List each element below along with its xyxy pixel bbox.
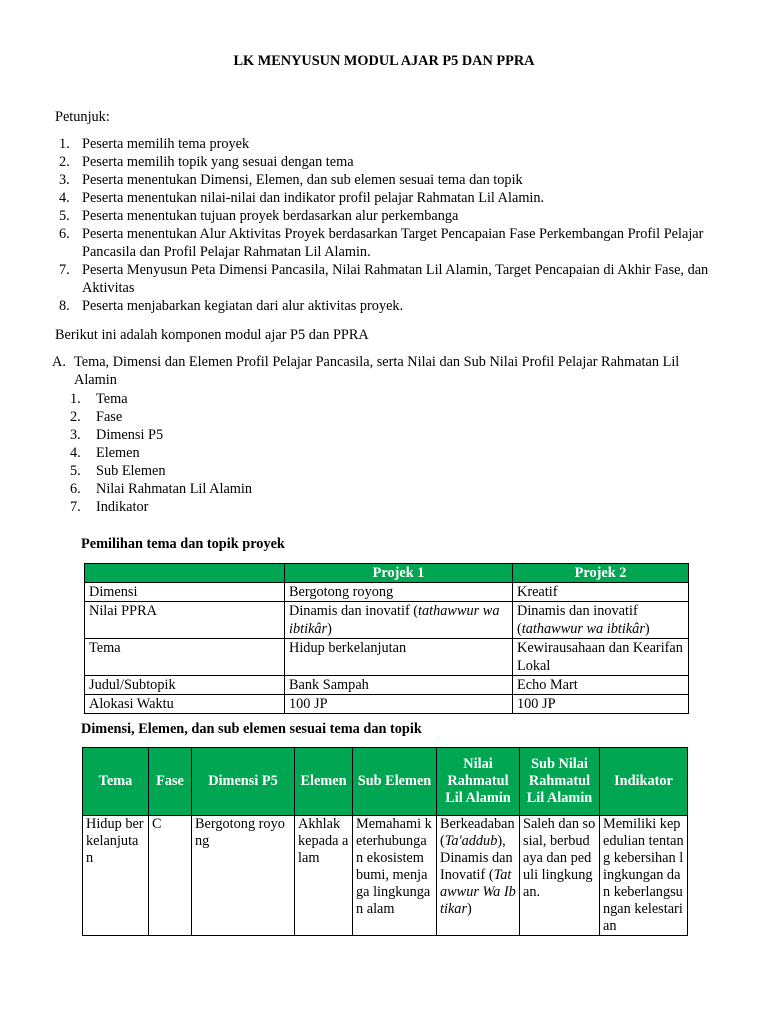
list-text: Sub Elemen	[96, 463, 166, 479]
list-text: Tema	[96, 391, 128, 407]
table-cell: Akhlak kepada alam	[295, 816, 353, 936]
header-cell-tema: Tema	[83, 748, 149, 816]
table-cell	[437, 816, 520, 936]
table-cell: 100 JP	[513, 695, 689, 714]
header-cell-elemen: Elemen	[295, 748, 353, 816]
row-label: Nilai PPRA	[85, 602, 285, 639]
document-title: LK MENYUSUN MODUL AJAR P5 DAN PPRA	[233, 53, 535, 69]
list-item	[55, 189, 715, 207]
table-row	[83, 816, 688, 936]
list-item	[70, 390, 252, 408]
list-item	[70, 462, 252, 480]
row-label: Alokasi Waktu	[85, 695, 285, 714]
list-item	[70, 480, 253, 498]
header-cell-fase: Fase	[149, 748, 192, 816]
header-cell-projek-1: Projek 1	[285, 564, 513, 583]
table-cell: Echo Mart	[513, 676, 689, 695]
list-item	[55, 171, 715, 189]
list-number: 6.	[70, 481, 81, 497]
list-item	[70, 444, 252, 462]
instruction-list	[55, 135, 715, 315]
table-cell: 100 JP	[285, 695, 513, 714]
list-item	[55, 261, 715, 297]
table-row	[85, 583, 689, 602]
list-text: Peserta Menyusun Peta Dimensi Pancasila, Nilai Rahmatan Lil Alamin, Target Pencapaian di Akhir Fase, dan Aktivitas	[82, 262, 709, 296]
table-row	[85, 695, 689, 714]
list-text: Nilai Rahmatan Lil Alamin	[96, 481, 253, 497]
table-cell	[513, 602, 689, 639]
cell-italic-text: Ta'addub	[444, 833, 498, 849]
table-row	[85, 639, 689, 676]
table-cell: Memiliki kepedulian tentang kebersihan lingkungan dan keberlangsungan kelestarian	[600, 816, 688, 936]
list-text: Peserta menentukan Alur Aktivitas Proyek berdasarkan Target Pencapaian Fase Perkembangan Profil Pelajar Pancasila dan Profil Pelajar Rahmatan Lil Alamin.	[82, 226, 704, 260]
cell-italic-text: tathawwur wa ibtikâr	[521, 621, 645, 637]
header-cell-sub-nilai: Sub Nilai Rahmatul Lil Alamin	[520, 748, 600, 816]
project-topic-table	[84, 563, 689, 714]
list-text: Peserta menentukan tujuan proyek berdasarkan alur perkembanga	[82, 208, 459, 224]
list-item	[70, 408, 252, 426]
list-text: Peserta memilih topik yang sesuai dengan tema	[82, 154, 354, 170]
list-number: 5.	[70, 463, 81, 479]
list-number: 5.	[59, 208, 70, 224]
cell-text: )	[327, 621, 332, 637]
table2-heading: Dimensi, Elemen, dan sub elemen sesuai tema dan topik	[81, 721, 422, 737]
intro-text: Berikut ini adalah komponen modul ajar P5 dan PPRA	[55, 327, 369, 343]
list-text: Peserta menjabarkan kegiatan dari alur aktivitas proyek.	[82, 298, 404, 314]
header-cell-nilai: Nilai Rahmatul Lil Alamin	[437, 748, 520, 816]
section-letter: A.	[52, 354, 66, 370]
list-number: 8.	[59, 298, 70, 314]
table-cell: Bank Sampah	[285, 676, 513, 695]
table-row	[85, 676, 689, 695]
table-cell: Memahami keterhubungan ekosistem bumi, menjaga lingkungan alam	[353, 816, 437, 936]
table-cell: Kewirausahaan dan Kearifan Lokal	[513, 639, 689, 676]
list-item	[55, 135, 715, 153]
table-cell: Hidup berkelanjutan	[83, 816, 149, 936]
section-a-text: Tema, Dimensi dan Elemen Profil Pelajar Pancasila, serta Nilai dan Sub Nilai Profil Pelajar Rahmatan Lil Alamin	[74, 354, 680, 388]
cell-text: ), Dinamis dan Inovatif (	[440, 833, 513, 883]
list-text: Elemen	[96, 445, 140, 461]
dimension-element-table	[82, 747, 688, 936]
header-cell-indikator: Indikator	[600, 748, 688, 816]
list-number: 4.	[70, 445, 81, 461]
table1-heading: Pemilihan tema dan topik proyek	[81, 536, 285, 552]
list-number: 6.	[59, 226, 70, 242]
cell-text: Dinamis dan inovatif (	[517, 603, 638, 637]
section-a	[52, 353, 722, 389]
list-item	[70, 498, 252, 516]
header-cell-empty	[85, 564, 285, 583]
petunjuk-label: Petunjuk:	[55, 109, 110, 125]
table-cell: Hidup berkelanjutan	[285, 639, 513, 676]
list-number: 1.	[59, 136, 70, 152]
table-cell: Kreatif	[513, 583, 689, 602]
header-cell-projek-2: Projek 2	[513, 564, 689, 583]
component-list	[70, 390, 253, 516]
list-item	[55, 153, 715, 171]
list-number: 2.	[59, 154, 70, 170]
list-text: Fase	[96, 409, 123, 425]
cell-text: )	[644, 621, 650, 637]
list-item	[55, 297, 715, 315]
list-text: Peserta menentukan Dimensi, Elemen, dan sub elemen sesuai tema dan topik	[82, 172, 523, 188]
list-number: 3.	[59, 172, 70, 188]
list-number: 7.	[59, 262, 70, 278]
list-text: Indikator	[96, 499, 149, 515]
cell-italic-text: Tatawwur Wa Ibtikar	[440, 867, 516, 917]
header-cell-dimensi: Dimensi P5	[192, 748, 295, 816]
table-cell	[285, 602, 513, 639]
cell-text: )	[467, 901, 472, 917]
list-text: Dimensi P5	[96, 427, 164, 443]
list-item	[70, 426, 252, 444]
table-row	[85, 602, 689, 639]
header-cell-sub-elemen: Sub Elemen	[353, 748, 437, 816]
list-text: Peserta menentukan nilai-nilai dan indikator profil pelajar Rahmatan Lil Alamin.	[82, 190, 545, 206]
cell-text: Dinamis dan inovatif (	[289, 603, 419, 619]
row-label: Dimensi	[85, 583, 285, 602]
list-number: 3.	[70, 427, 81, 443]
list-number: 1.	[70, 391, 81, 407]
row-label: Judul/Subtopik	[85, 676, 285, 695]
table-cell: Bergotong royong	[192, 816, 295, 936]
table-header-row	[83, 748, 688, 816]
cell-italic-text: tathawwur wa ibtikâr	[289, 603, 500, 637]
list-number: 4.	[59, 190, 70, 206]
list-number: 7.	[70, 499, 81, 515]
row-label: Tema	[85, 639, 285, 676]
table-cell: Saleh dan sosial, berbudaya dan peduli lingkungan.	[520, 816, 600, 936]
list-item	[55, 207, 715, 225]
list-item	[55, 225, 715, 261]
table-cell: C	[149, 816, 192, 936]
table-cell: Bergotong royong	[285, 583, 513, 602]
table-header-row	[85, 564, 689, 583]
list-number: 2.	[70, 409, 81, 425]
list-text: Peserta memilih tema proyek	[82, 136, 250, 152]
cell-text: Berkeadaban (	[440, 816, 515, 849]
